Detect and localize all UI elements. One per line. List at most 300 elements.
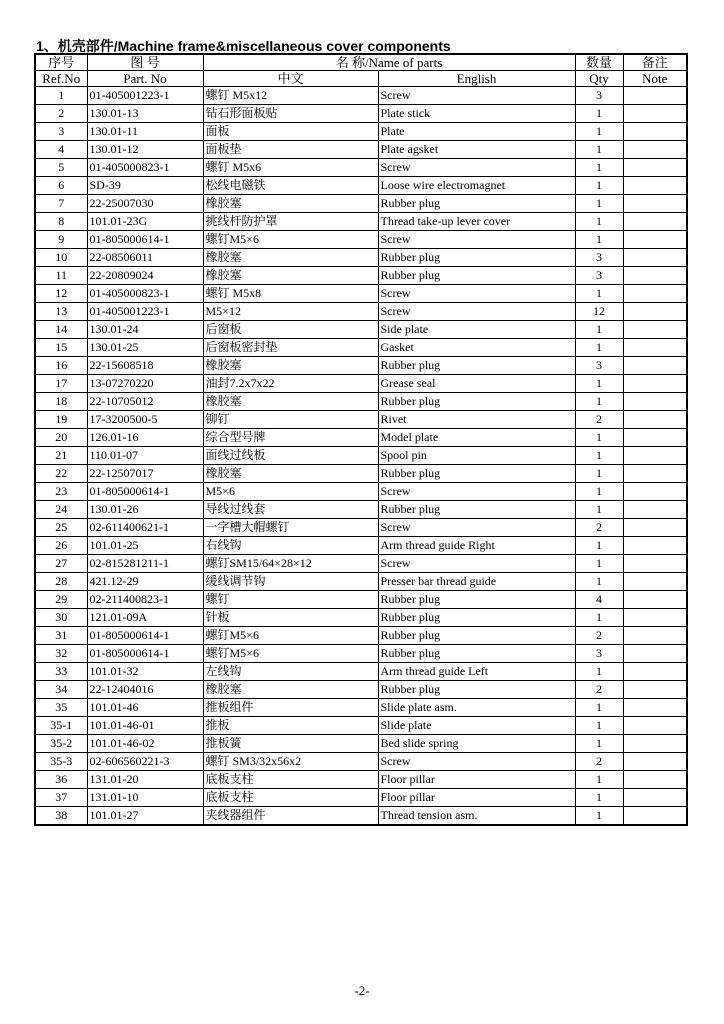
note-cell [623,105,687,123]
ref-cell: 33 [35,663,87,681]
part-number-cell: 02-211400823-1 [87,591,203,609]
table-row [35,501,687,519]
table-row [35,303,687,321]
english-name-cell: Model plate [378,429,575,447]
qty-cell: 1 [575,321,623,339]
header-name-en: English [378,71,575,87]
chinese-name-cell: 一字槽大帽螺钉 [203,519,378,537]
part-number-cell: 101.01-46 [87,699,203,717]
english-name-cell: Rubber plug [378,591,575,609]
qty-cell: 4 [575,591,623,609]
table-row [35,285,687,303]
qty-cell: 1 [575,483,623,501]
ref-cell: 13 [35,303,87,321]
header-note-en: Note [623,71,687,87]
qty-cell: 1 [575,393,623,411]
qty-cell: 3 [575,267,623,285]
ref-cell: 20 [35,429,87,447]
english-name-cell: Arm thread guide Right [378,537,575,555]
english-name-cell: Side plate [378,321,575,339]
note-cell [623,231,687,249]
ref-cell: 18 [35,393,87,411]
qty-cell: 1 [575,735,623,753]
table-row [35,339,687,357]
note-cell [623,213,687,231]
ref-cell: 31 [35,627,87,645]
part-number-cell: 131.01-10 [87,789,203,807]
qty-cell: 2 [575,411,623,429]
qty-cell: 1 [575,717,623,735]
ref-cell: 14 [35,321,87,339]
qty-cell: 3 [575,645,623,663]
part-number-cell: 130.01-13 [87,105,203,123]
table-row [35,591,687,609]
note-cell [623,465,687,483]
table-row [35,159,687,177]
english-name-cell: Screw [378,231,575,249]
qty-cell: 1 [575,123,623,141]
ref-cell: 8 [35,213,87,231]
note-cell [623,141,687,159]
ref-cell: 4 [35,141,87,159]
ref-cell: 35 [35,699,87,717]
ref-cell: 35-3 [35,753,87,771]
note-cell [623,285,687,303]
chinese-name-cell: 钻石形面板贴 [203,105,378,123]
ref-cell: 2 [35,105,87,123]
table-row [35,87,687,105]
part-number-cell: 02-606560221-3 [87,753,203,771]
part-number-cell: 130.01-12 [87,141,203,159]
part-number-cell: 01-805000614-1 [87,231,203,249]
part-number-cell: 101.01-25 [87,537,203,555]
part-number-cell: 130.01-24 [87,321,203,339]
table-row [35,771,687,789]
ref-cell: 25 [35,519,87,537]
table-row [35,717,687,735]
note-cell [623,627,687,645]
table-header [35,54,687,87]
table-row [35,321,687,339]
part-number-cell: 22-12507017 [87,465,203,483]
chinese-name-cell: 面板 [203,123,378,141]
table-row [35,411,687,429]
qty-cell: 2 [575,519,623,537]
english-name-cell: Rubber plug [378,627,575,645]
ref-cell: 35-1 [35,717,87,735]
english-name-cell: Screw [378,555,575,573]
chinese-name-cell: 推板组件 [203,699,378,717]
part-number-cell: SD-39 [87,177,203,195]
chinese-name-cell: 螺钉 M5x12 [203,87,378,105]
english-name-cell: Plate [378,123,575,141]
qty-cell: 1 [575,807,623,826]
part-number-cell: 130.01-25 [87,339,203,357]
part-number-cell: 22-20809024 [87,267,203,285]
ref-cell: 19 [35,411,87,429]
note-cell [623,393,687,411]
part-number-cell: 13-07270220 [87,375,203,393]
ref-cell: 37 [35,789,87,807]
table-row [35,483,687,501]
qty-cell: 2 [575,753,623,771]
english-name-cell: Screw [378,303,575,321]
chinese-name-cell: 导线过线套 [203,501,378,519]
section-title: 1、机壳部件/Machine frame&miscellaneous cover components [36,38,451,54]
header-ref-cn: 序号 [35,54,87,71]
qty-cell: 1 [575,771,623,789]
part-number-cell: 01-405001223-1 [87,303,203,321]
ref-cell: 22 [35,465,87,483]
chinese-name-cell: 后窗板 [203,321,378,339]
english-name-cell: Presser bar thread guide [378,573,575,591]
chinese-name-cell: 橡胶塞 [203,249,378,267]
english-name-cell: Thread take-up lever cover [378,213,575,231]
note-cell [623,375,687,393]
note-cell [623,177,687,195]
table-row [35,609,687,627]
note-cell [623,357,687,375]
note-cell [623,735,687,753]
ref-cell: 12 [35,285,87,303]
chinese-name-cell: 橡胶塞 [203,195,378,213]
english-name-cell: Rubber plug [378,267,575,285]
note-cell [623,483,687,501]
chinese-name-cell: 针板 [203,609,378,627]
header-name: 名 称/Name of parts [203,54,575,71]
chinese-name-cell: M5×6 [203,483,378,501]
ref-cell: 9 [35,231,87,249]
qty-cell: 1 [575,177,623,195]
note-cell [623,537,687,555]
qty-cell: 1 [575,375,623,393]
note-cell [623,87,687,105]
table-row [35,789,687,807]
ref-cell: 35-2 [35,735,87,753]
part-number-cell: 110.01-07 [87,447,203,465]
chinese-name-cell: 底板支柱 [203,771,378,789]
part-number-cell: 01-805000614-1 [87,483,203,501]
chinese-name-cell: 面线过线板 [203,447,378,465]
qty-cell: 1 [575,195,623,213]
qty-cell: 1 [575,537,623,555]
table-row [35,267,687,285]
qty-cell: 1 [575,699,623,717]
english-name-cell: Gasket [378,339,575,357]
english-name-cell: Rubber plug [378,681,575,699]
qty-cell: 3 [575,87,623,105]
chinese-name-cell: 左线钩 [203,663,378,681]
chinese-name-cell: 松线电磁铁 [203,177,378,195]
chinese-name-cell: 推板簧 [203,735,378,753]
english-name-cell: Rubber plug [378,249,575,267]
note-cell [623,429,687,447]
english-name-cell: Rubber plug [378,501,575,519]
note-cell [623,303,687,321]
chinese-name-cell: 挑线杆防护罩 [203,213,378,231]
english-name-cell: Rubber plug [378,393,575,411]
chinese-name-cell: 橡胶塞 [203,393,378,411]
note-cell [623,753,687,771]
part-number-cell: 22-12404016 [87,681,203,699]
table-row [35,213,687,231]
chinese-name-cell: 橡胶塞 [203,357,378,375]
qty-cell: 1 [575,231,623,249]
qty-cell: 1 [575,789,623,807]
header-note-cn: 备注 [623,54,687,71]
chinese-name-cell: 螺钉SM15/64×28×12 [203,555,378,573]
note-cell [623,573,687,591]
chinese-name-cell: 推板 [203,717,378,735]
table-row [35,393,687,411]
chinese-name-cell: 橡胶塞 [203,465,378,483]
qty-cell: 1 [575,429,623,447]
table-row [35,177,687,195]
qty-cell: 1 [575,105,623,123]
table-row [35,123,687,141]
header-ref-en: Ref.No [35,71,87,87]
english-name-cell: Arm thread guide Left [378,663,575,681]
ref-cell: 10 [35,249,87,267]
english-name-cell: Rubber plug [378,195,575,213]
part-number-cell: 101.01-46-01 [87,717,203,735]
table-row [35,357,687,375]
part-number-cell: 22-15608518 [87,357,203,375]
ref-cell: 28 [35,573,87,591]
qty-cell: 1 [575,609,623,627]
chinese-name-cell: 螺钉 M5x6 [203,159,378,177]
header-name-cn: 中文 [203,71,378,87]
header-part-en: Part. No [87,71,203,87]
chinese-name-cell: 螺钉M5×6 [203,231,378,249]
english-name-cell: Rivet [378,411,575,429]
english-name-cell: Rubber plug [378,609,575,627]
qty-cell: 1 [575,555,623,573]
qty-cell: 3 [575,357,623,375]
qty-cell: 1 [575,663,623,681]
qty-cell: 2 [575,627,623,645]
part-number-cell: 101.01-23G [87,213,203,231]
part-number-cell: 131.01-20 [87,771,203,789]
note-cell [623,717,687,735]
table-row [35,645,687,663]
qty-cell: 1 [575,339,623,357]
part-number-cell: 101.01-27 [87,807,203,826]
english-name-cell: Screw [378,285,575,303]
ref-cell: 5 [35,159,87,177]
table-row [35,753,687,771]
note-cell [623,411,687,429]
table-row [35,627,687,645]
chinese-name-cell: 面板垫 [203,141,378,159]
english-name-cell: Grease seal [378,375,575,393]
english-name-cell: Rubber plug [378,465,575,483]
chinese-name-cell: 螺钉M5×6 [203,627,378,645]
part-number-cell: 126.01-16 [87,429,203,447]
ref-cell: 16 [35,357,87,375]
table-row [35,735,687,753]
header-part-cn: 图 号 [87,54,203,71]
table-row [35,105,687,123]
ref-cell: 15 [35,339,87,357]
header-qty-cn: 数量 [575,54,623,71]
table-row [35,429,687,447]
english-name-cell: Screw [378,519,575,537]
note-cell [623,681,687,699]
qty-cell: 2 [575,681,623,699]
chinese-name-cell: 油封7.2x7x22 [203,375,378,393]
note-cell [623,555,687,573]
english-name-cell: Loose wire electromagnet [378,177,575,195]
parts-table [34,53,688,826]
ref-cell: 24 [35,501,87,519]
table-row [35,681,687,699]
ref-cell: 34 [35,681,87,699]
ref-cell: 27 [35,555,87,573]
part-number-cell: 17-3200500-5 [87,411,203,429]
ref-cell: 11 [35,267,87,285]
chinese-name-cell: 底板支柱 [203,789,378,807]
english-name-cell: Screw [378,753,575,771]
part-number-cell: 22-10705012 [87,393,203,411]
ref-cell: 30 [35,609,87,627]
chinese-name-cell: 后窗板密封垫 [203,339,378,357]
part-number-cell: 130.01-26 [87,501,203,519]
table-row [35,807,687,826]
table-body [35,87,687,826]
part-number-cell: 01-405000823-1 [87,285,203,303]
part-number-cell: 01-405001223-1 [87,87,203,105]
ref-cell: 1 [35,87,87,105]
ref-cell: 23 [35,483,87,501]
note-cell [623,501,687,519]
note-cell [623,447,687,465]
chinese-name-cell: 螺钉 M5x8 [203,285,378,303]
ref-cell: 3 [35,123,87,141]
part-number-cell: 130.01-11 [87,123,203,141]
qty-cell: 12 [575,303,623,321]
qty-cell: 1 [575,141,623,159]
english-name-cell: Thread tension asm. [378,807,575,826]
part-number-cell: 02-815281211-1 [87,555,203,573]
part-number-cell: 22-25007030 [87,195,203,213]
chinese-name-cell: 综合型号牌 [203,429,378,447]
table-row [35,573,687,591]
ref-cell: 7 [35,195,87,213]
english-name-cell: Plate stick [378,105,575,123]
part-number-cell: 101.01-46-02 [87,735,203,753]
table-row [35,699,687,717]
english-name-cell: Screw [378,87,575,105]
qty-cell: 1 [575,159,623,177]
part-number-cell: 101.01-32 [87,663,203,681]
chinese-name-cell: 铆钉 [203,411,378,429]
note-cell [623,159,687,177]
table-row [35,375,687,393]
ref-cell: 29 [35,591,87,609]
table-row [35,249,687,267]
note-cell [623,591,687,609]
english-name-cell: Slide plate [378,717,575,735]
ref-cell: 38 [35,807,87,826]
chinese-name-cell: 螺钉 [203,591,378,609]
chinese-name-cell: 夹线器组件 [203,807,378,826]
note-cell [623,339,687,357]
chinese-name-cell: M5×12 [203,303,378,321]
table-row [35,231,687,249]
english-name-cell: Slide plate asm. [378,699,575,717]
chinese-name-cell: 螺钉M5×6 [203,645,378,663]
qty-cell: 1 [575,213,623,231]
chinese-name-cell: 橡胶塞 [203,681,378,699]
part-number-cell: 01-405000823-1 [87,159,203,177]
part-number-cell: 01-805000614-1 [87,627,203,645]
part-number-cell: 121.01-09A [87,609,203,627]
english-name-cell: Screw [378,159,575,177]
ref-cell: 6 [35,177,87,195]
part-number-cell: 01-805000614-1 [87,645,203,663]
english-name-cell: Floor pillar [378,789,575,807]
qty-cell: 1 [575,447,623,465]
table-row [35,447,687,465]
ref-cell: 32 [35,645,87,663]
qty-cell: 1 [575,573,623,591]
english-name-cell: Spool pin [378,447,575,465]
qty-cell: 1 [575,501,623,519]
chinese-name-cell: 橡胶塞 [203,267,378,285]
table-row [35,537,687,555]
english-name-cell: Floor pillar [378,771,575,789]
english-name-cell: Bed slide spring [378,735,575,753]
table-row [35,519,687,537]
ref-cell: 17 [35,375,87,393]
ref-cell: 21 [35,447,87,465]
part-number-cell: 02-611400621-1 [87,519,203,537]
english-name-cell: Rubber plug [378,357,575,375]
note-cell [623,249,687,267]
english-name-cell: Screw [378,483,575,501]
chinese-name-cell: 右线钩 [203,537,378,555]
note-cell [623,267,687,285]
ref-cell: 26 [35,537,87,555]
note-cell [623,519,687,537]
qty-cell: 3 [575,249,623,267]
part-number-cell: 421.12-29 [87,573,203,591]
page-number: -2- [354,983,370,998]
note-cell [623,807,687,826]
note-cell [623,123,687,141]
table-row [35,555,687,573]
note-cell [623,789,687,807]
table-row [35,141,687,159]
english-name-cell: Plate agsket [378,141,575,159]
english-name-cell: Rubber plug [378,645,575,663]
chinese-name-cell: 螺钉 SM3/32x56x2 [203,753,378,771]
header-qty-en: Qty [575,71,623,87]
note-cell [623,195,687,213]
qty-cell: 1 [575,285,623,303]
note-cell [623,321,687,339]
ref-cell: 36 [35,771,87,789]
note-cell [623,663,687,681]
note-cell [623,609,687,627]
table-row [35,465,687,483]
table-row [35,663,687,681]
note-cell [623,771,687,789]
note-cell [623,645,687,663]
chinese-name-cell: 缓线调节钩 [203,573,378,591]
part-number-cell: 22-08506011 [87,249,203,267]
